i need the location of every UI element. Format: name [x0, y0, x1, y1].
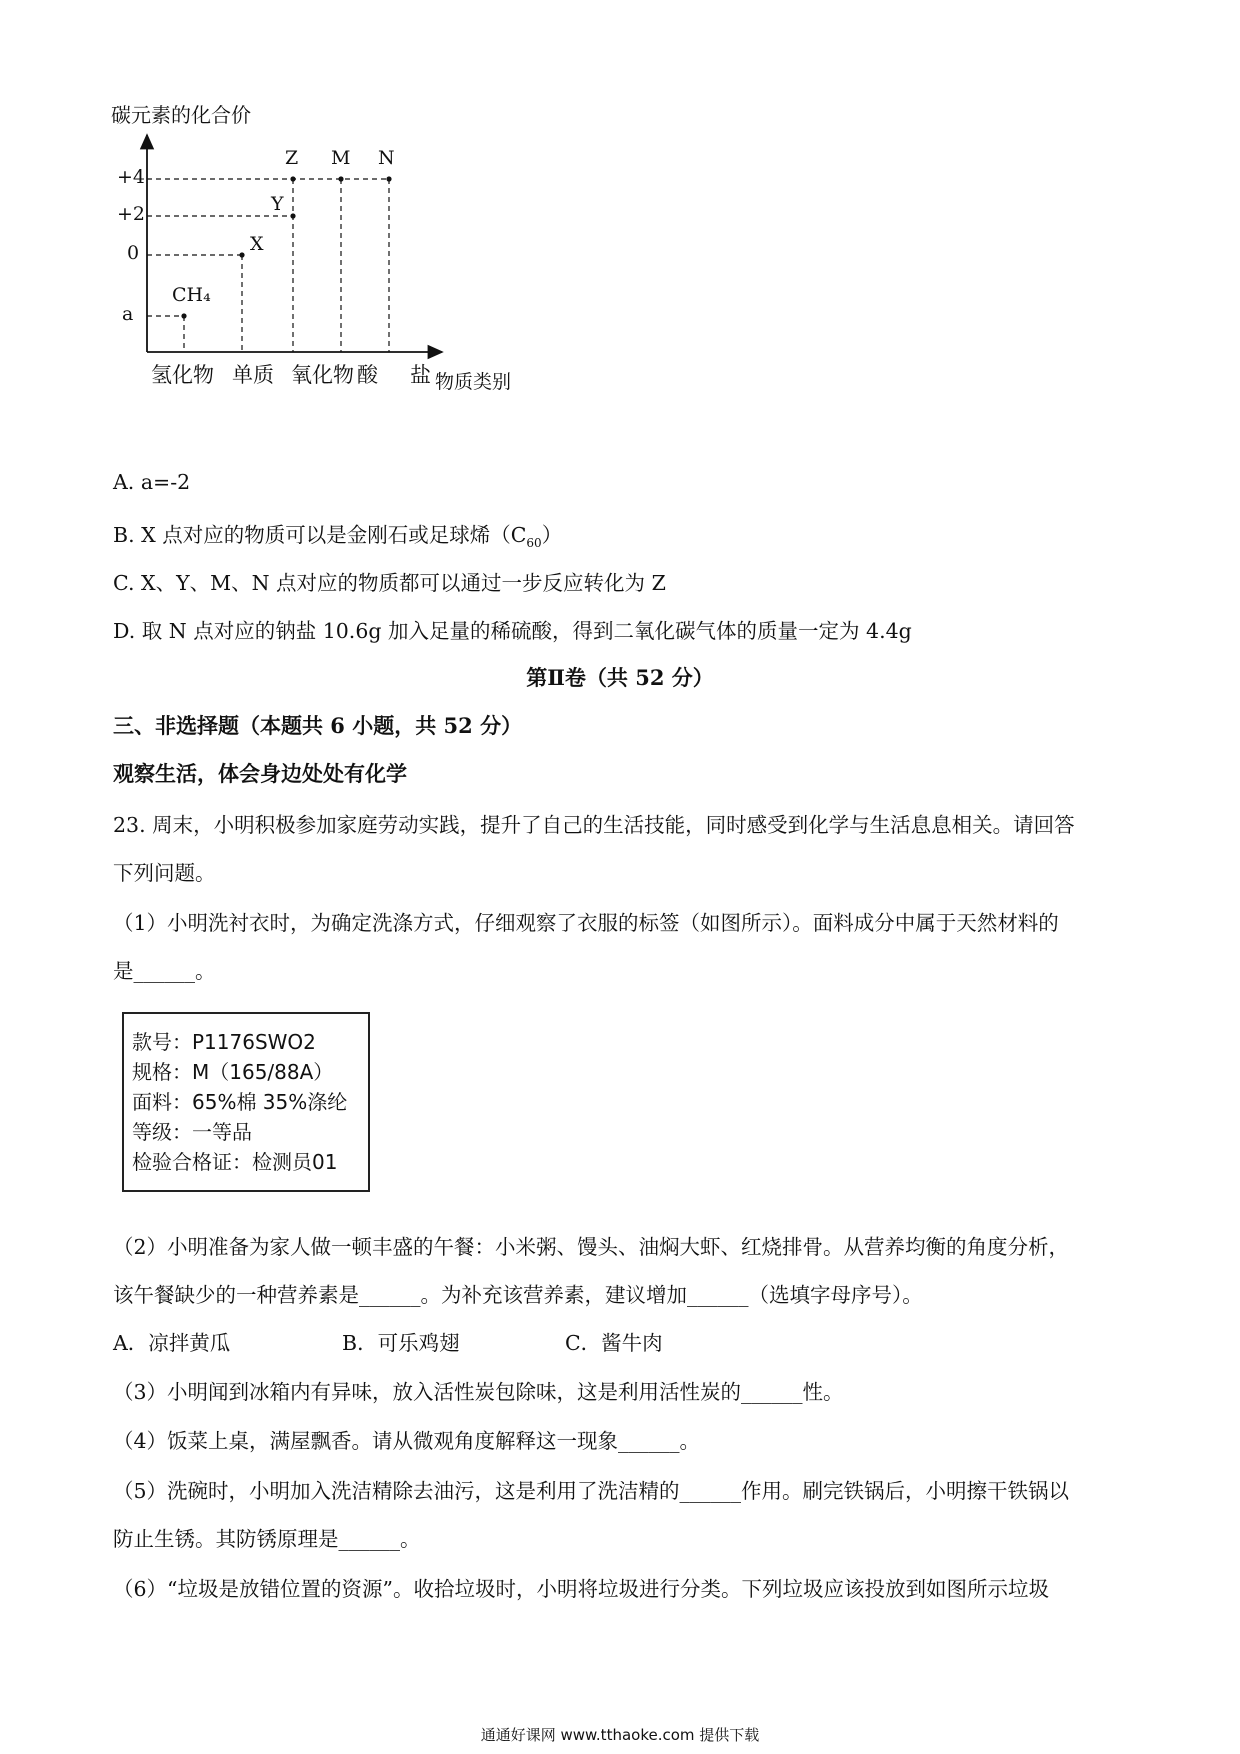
- q23-2-option-a: A．凉拌黄瓜: [113, 1331, 231, 1355]
- page-footer: 通通好课网 www.tthaoke.com 提供下载: [480, 1726, 760, 1744]
- y-tick-zero: 0: [127, 242, 140, 264]
- category-element: 单质: [232, 363, 274, 387]
- q23-5-line1: （5）洗碗时，小明加入洗洁精除去油污，这是利用了洗洁精的______作用。刷完铁锅后，小明擦干铁锅以: [113, 1479, 1070, 1503]
- q23-2-option-c: C．酱牛肉: [565, 1331, 663, 1355]
- y-tick-plus2: +2: [117, 203, 146, 225]
- point-z: [290, 176, 295, 181]
- point-label-m: M: [331, 147, 351, 169]
- label-line-grade: 等级：一等品: [132, 1120, 252, 1144]
- theme-title: 观察生活，体会身边处处有化学: [113, 761, 407, 786]
- point-label-ch4: CH₄: [172, 284, 211, 306]
- y-axis-title: 碳元素的化合价: [111, 103, 251, 127]
- label-line-style: 款号：P1176SWO2: [132, 1030, 316, 1054]
- q23-1-line2: 是______。: [113, 959, 216, 983]
- q23-2-line2: 该午餐缺少的一种营养素是______。为补充该营养素，建议增加______（选填字母序号）。: [113, 1283, 923, 1307]
- label-line-size: 规格：M（165/88A）: [132, 1060, 334, 1084]
- category-acid: 酸: [357, 363, 378, 387]
- category-salt: 盐: [410, 363, 431, 387]
- category-hydride: 氢化物: [151, 363, 214, 387]
- point-n: [386, 176, 391, 181]
- q23-1-line1: （1）小明洗衬衣时，为确定洗涤方式，仔细观察了衣服的标签（如图所示）。面料成分中属于天然材料的: [113, 911, 1059, 935]
- q23-6-line1: （6）“垃圾是放错位置的资源”。收拾垃圾时，小明将垃圾进行分类。下列垃圾应该投放到如图所示垃圾: [113, 1577, 1050, 1601]
- label-line-fabric: 面料：65%棉 35%涤纶: [132, 1090, 348, 1114]
- point-ch4: [181, 313, 186, 318]
- q23-2-option-b: B．可乐鸡翅: [342, 1331, 460, 1355]
- category-oxide: 氧化物: [291, 363, 354, 387]
- q23-stem-line1: 23. 周末，小明积极参加家庭劳动实践，提升了自己的生活技能，同时感受到化学与生活息息相关。请回答: [113, 813, 1075, 837]
- q23-5-line2: 防止生锈。其防锈原理是______。: [113, 1527, 421, 1551]
- x-axis-title: 物质类别: [435, 371, 512, 393]
- point-m: [338, 176, 343, 181]
- q23-3: （3）小明闻到冰箱内有异味，放入活性炭包除味，这是利用活性炭的______性。: [113, 1380, 844, 1404]
- clothing-label-box: [122, 1012, 370, 1192]
- option-d: D. 取 N 点对应的钠盐 10.6g 加入足量的稀硫酸，得到二氧化碳气体的质量一定为 4.4g: [113, 619, 912, 643]
- q23-stem-line2: 下列问题。: [113, 861, 216, 885]
- point-x: [239, 252, 244, 257]
- option-a: A. a=-2: [113, 470, 191, 494]
- option-b: B. X 点对应的物质可以是金刚石或足球烯$(C_{60})$: [113, 523, 563, 551]
- volume-title: 第Ⅱ卷（共 52 分）: [526, 665, 714, 690]
- q23-4: （4）饭菜上桌，满屋飘香。请从微观角度解释这一现象______。: [113, 1429, 701, 1453]
- point-label-y: Y: [271, 193, 284, 215]
- option-c: C. X、Y、M、N 点对应的物质都可以通过一步反应转化为 Z: [113, 571, 666, 595]
- valence-category-figure: [110, 105, 580, 445]
- point-label-x: X: [250, 233, 264, 255]
- q23-2-line1: （2）小明准备为家人做一顿丰盛的午餐：小米粥、馒头、油焖大虾、红烧排骨。从营养均衡的角度分析，: [113, 1235, 1070, 1259]
- part-title: 三、非选择题（本题共 6 小题，共 52 分）: [113, 713, 523, 738]
- y-tick-plus4: +4: [117, 166, 146, 188]
- point-label-n: N: [378, 147, 395, 169]
- label-line-inspection: 检验合格证：检测员01: [132, 1150, 338, 1174]
- y-tick-a: a: [122, 303, 134, 325]
- point-y: [290, 213, 295, 218]
- point-label-z: Z: [285, 147, 299, 169]
